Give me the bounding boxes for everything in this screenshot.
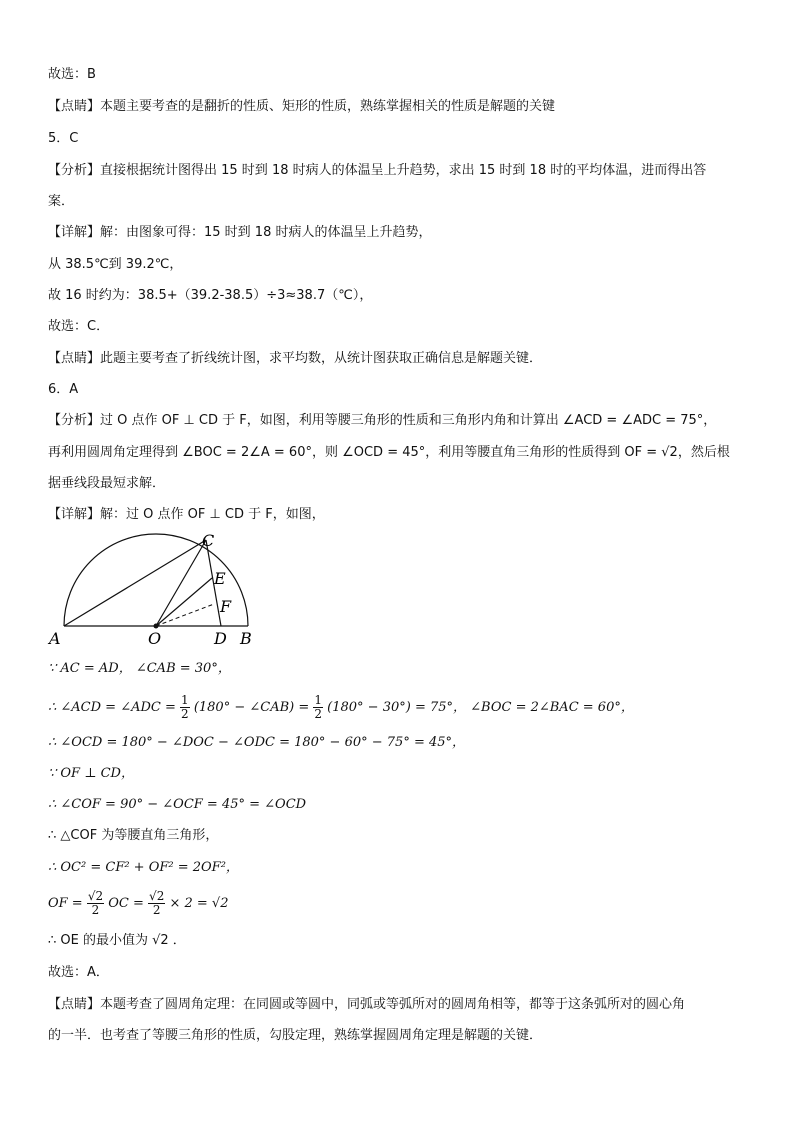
math-text: ∴ ∠ACD = ∠ADC = xyxy=(48,700,176,715)
text-line: 【详解】解：由图象可得：15 时到 18 时病人的体温呈上升趋势， xyxy=(48,225,432,240)
text-line: 【分析】过 O 点作 OF ⊥ CD 于 F，如图，利用等腰三角形的性质和三角形内角和计算出 ∠ACD = ∠ADC = 75°， xyxy=(48,413,717,428)
geometry-figure xyxy=(44,528,264,648)
math-line-fraction xyxy=(48,890,228,917)
fraction-numerator: 1 xyxy=(314,693,323,707)
text-line: 案． xyxy=(48,194,75,209)
label-E: E xyxy=(214,569,226,588)
fraction-numerator: 1 xyxy=(181,693,189,707)
fraction-denominator: 2 xyxy=(91,903,100,917)
text-line: 从 38.5℃到 39.2℃， xyxy=(48,257,183,272)
math-line: ∴ △COF 为等腰直角三角形， xyxy=(48,828,219,843)
text-line: 故 16 时约为：38.5+（39.2-38.5）÷3≈38.7（℃）， xyxy=(48,288,373,303)
fraction-half xyxy=(180,694,190,721)
math-text: (180° − ∠CAB) = xyxy=(193,700,310,715)
label-F: F xyxy=(220,597,232,616)
text-line: 5．C xyxy=(48,131,79,146)
fraction-denominator: 2 xyxy=(152,903,161,917)
text-line: 据垂线段最短求解． xyxy=(48,476,166,491)
text-line: 故选：A． xyxy=(48,965,109,980)
text-line: 【分析】直接根据统计图得出 15 时到 18 时病人的体温呈上升趋势，求出 15 时到 18 时的平均体温，进而得出答 xyxy=(48,163,707,178)
math-line: ∵ OF ⊥ CD， xyxy=(48,766,134,781)
label-B: B xyxy=(240,629,252,648)
math-line-fraction xyxy=(48,694,634,721)
math-line: ∴ ∠OCD = 180° − ∠DOC − ∠ODC = 180° − 60° − 75° = 45°， xyxy=(48,735,466,750)
center-point-O xyxy=(154,624,159,629)
segment-OF-dashed xyxy=(156,604,214,626)
fraction-denominator: 2 xyxy=(181,707,189,721)
fraction-numerator: √2 xyxy=(87,889,104,903)
text-line: 故选：C． xyxy=(48,319,110,334)
text-line: 的一半．也考查了等腰三角形的性质，勾股定理，熟练掌握圆周角定理是解题的关键． xyxy=(48,1028,543,1043)
segment-OC xyxy=(156,540,206,626)
text-line: 【点睛】本题考查了圆周角定理：在同圆或等圆中，同弧或等弧所对的圆周角相等，都等于这条弧所对的圆心角 xyxy=(48,997,686,1012)
math-line: ∵ AC = AD， ∠CAB = 30°， xyxy=(48,661,231,676)
math-text: (180° − 30°) = 75°， ∠BOC = 2∠BAC = 60°， xyxy=(327,700,634,715)
label-D: D xyxy=(214,629,227,648)
fraction-numerator: √2 xyxy=(149,889,165,903)
text-line: 故选：B xyxy=(48,67,96,82)
text-line: 再利用圆周角定理得到 ∠BOC = 2∠A = 60°，则 ∠OCD = 45°，利用等腰直角三角形的性质得到 OF = √2，然后根 xyxy=(48,445,730,460)
math-line: ∴ OE 的最小值为 √2 ． xyxy=(48,933,186,948)
segment-OE xyxy=(156,578,212,626)
label-A: A xyxy=(49,629,61,648)
math-text: OC = xyxy=(108,896,144,911)
segment-AC xyxy=(64,540,206,626)
fraction-root2-over-2 xyxy=(87,890,104,917)
text-line: 【点睛】此题主要考查了折线统计图，求平均数，从统计图获取正确信息是解题关键． xyxy=(48,351,543,366)
text-line: 【点睛】本题主要考查的是翻折的性质、矩形的性质，熟练掌握相关的性质是解题的关键 xyxy=(48,99,556,114)
math-text: × 2 = √2 xyxy=(169,896,229,911)
math-line: ∴ OC² = CF² + OF² = 2OF²， xyxy=(48,860,239,875)
fraction-root2-over-2 xyxy=(148,890,165,917)
label-C: C xyxy=(202,531,215,550)
math-text: OF = xyxy=(48,896,83,911)
fraction-half xyxy=(313,694,323,721)
label-O: O xyxy=(148,629,162,648)
text-line: 【详解】解：过 O 点作 OF ⊥ CD 于 F，如图， xyxy=(48,507,325,522)
fraction-denominator: 2 xyxy=(314,707,323,721)
math-line: ∴ ∠COF = 90° − ∠OCF = 45° = ∠OCD xyxy=(48,797,307,812)
text-line: 6．A xyxy=(48,382,79,397)
